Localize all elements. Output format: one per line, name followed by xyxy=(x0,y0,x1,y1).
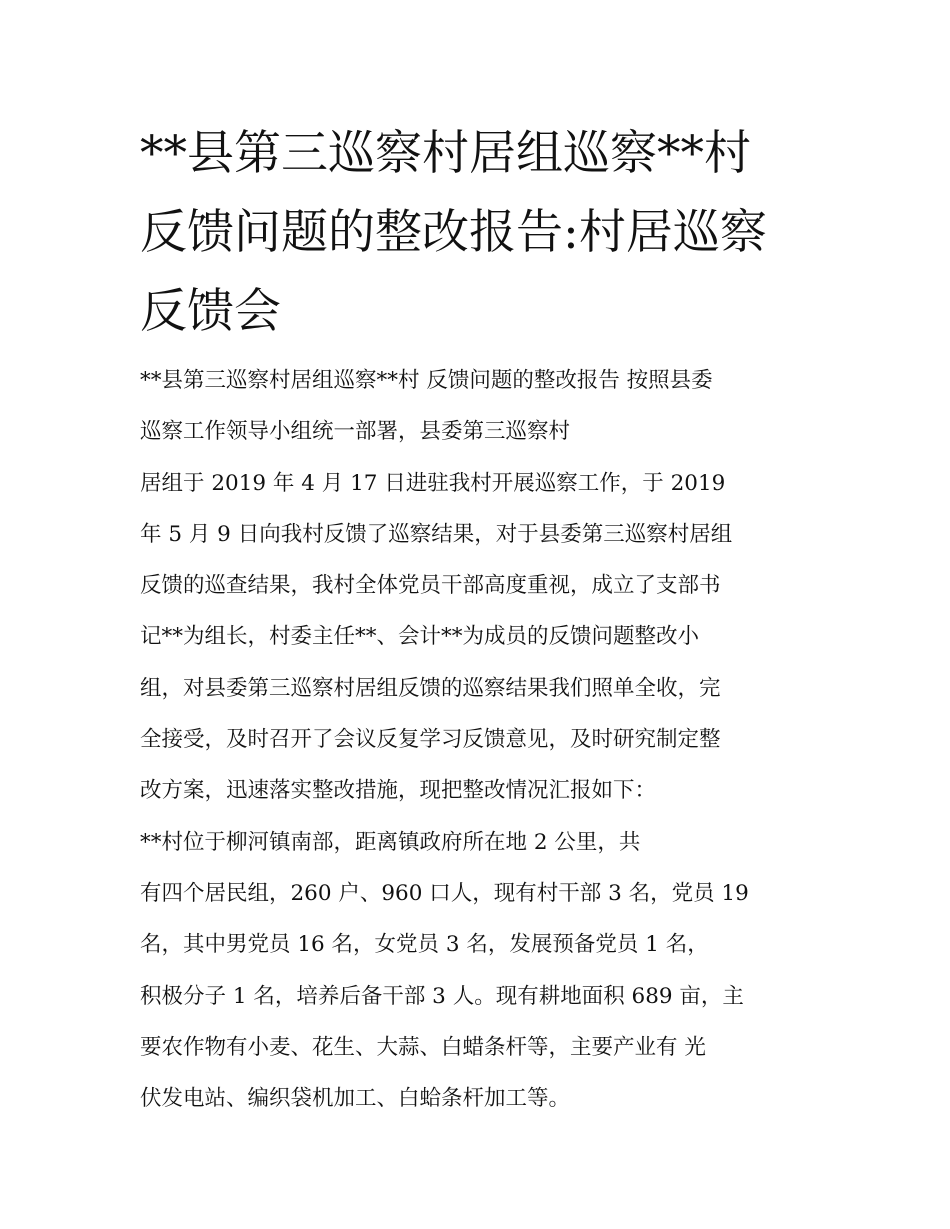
body-line-8: 全接受，及时召开了会议反复学习反馈意见，及时研究制定整 xyxy=(140,727,721,753)
document-body xyxy=(140,355,830,1124)
document-title xyxy=(140,114,820,351)
body-line-14: 要农作物有小麦、花生、大蒜、白蜡条杆等，主要产业有 光 xyxy=(140,1034,706,1060)
body-line-9: 改方案，迅速落实整改措施，现把整改情况汇报如下： xyxy=(140,778,657,804)
body-line-15: 伏发电站、编织袋机加工、白蛤条杆加工等。 xyxy=(140,1086,571,1112)
title-line-3: 反馈会 xyxy=(140,284,281,339)
body-line-2: 巡察工作领导小组统一部署，县委第三巡察村 xyxy=(140,419,571,445)
body-line-7: 组，对县委第三巡察村居组反馈的巡察结果我们照单全收，完 xyxy=(140,675,721,701)
body-line-4: 年 5 月 9 日向我村反馈了巡察结果，对于县委第三巡察村居组 xyxy=(140,521,733,547)
body-line-10: **村位于柳河镇南部，距离镇政府所在地 2 公里，共 xyxy=(140,829,641,855)
body-line-11: 有四个居民组，260 户、960 口人，现有村干部 3 名，党员 19 xyxy=(140,880,749,906)
body-line-1: **县第三巡察村居组巡察**村 反馈问题的整改报告 按照县委 xyxy=(140,368,713,393)
body-line-12: 名，其中男党员 16 名，女党员 3 名，发展预备党员 1 名， xyxy=(140,932,709,958)
body-line-6: 记**为组长，村委主任**、会计**为成员的反馈问题整改小 xyxy=(140,624,700,650)
title-line-2: 反馈问题的整改报告:村居巡察 xyxy=(140,205,767,260)
body-line-5: 反馈的巡查结果，我村全体党员干部高度重视，成立了支部书 xyxy=(140,573,721,599)
title-line-1: **县第三巡察村居组巡察**村 xyxy=(140,126,751,181)
body-line-3: 居组于 2019 年 4 月 17 日进驻我村开展巡察工作，于 2019 xyxy=(140,470,726,496)
body-line-13: 积极分子 1 名，培养后备干部 3 人。现有耕地面积 689 亩，主 xyxy=(140,983,744,1009)
